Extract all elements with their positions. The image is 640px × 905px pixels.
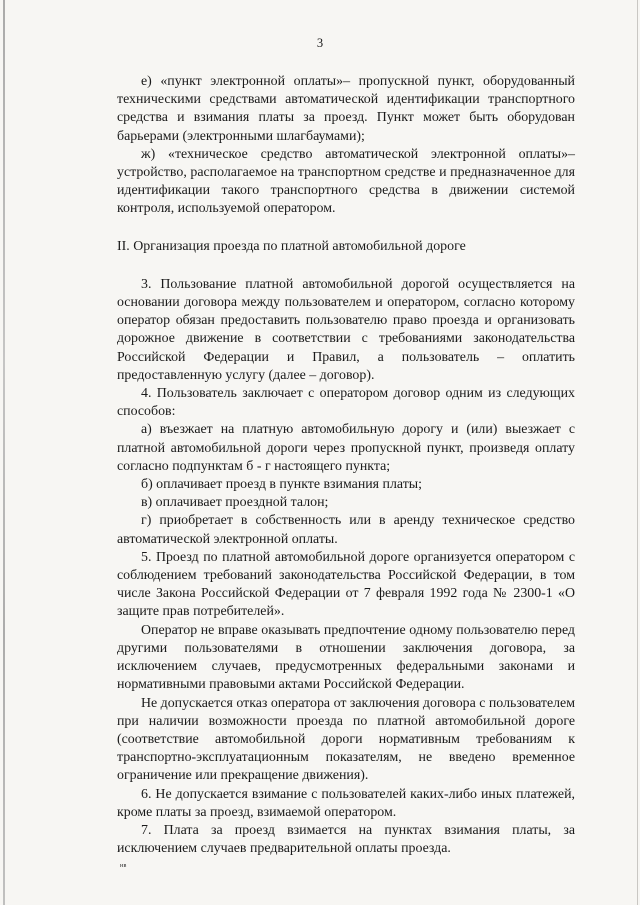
paragraph-4b: б) оплачивает проезд в пункте взимания платы;	[141, 477, 422, 493]
paragraph-zh: ж) «техническое средство автоматической электронной оплаты»– устройство, располагаемое на транспортном средстве и предназначенное для идентификации такого транспортного средства в движении системой контроля, используемой оператором.	[117, 146, 575, 217]
scan-edge-right	[637, 0, 638, 905]
paragraph-e: е) «пункт электронной оплаты»– пропускной пункт, оборудованный техническими средствами автоматической идентификации транспортного средства и взимания платы за проезд. Пункт может быть оборудован барьерами (электронными шлагбаумами);	[117, 74, 575, 144]
paragraph-7: 7. Плата за проезд взимается на пунктах взимания платы, за исключением случаев предварительной оплаты проезда.	[117, 822, 575, 857]
paragraph-4g: г) приобретает в собственность или в аренду техническое средство автоматической электронной оплаты.	[117, 513, 575, 547]
paragraph-4a: а) въезжает на платную автомобильную дорогу и (или) выезжает с платной автомобильной дороги через пропускной пункт, произведя оплату согласно подпунктам б - г настоящего пункта;	[117, 422, 575, 474]
document-body	[117, 73, 575, 858]
paragraph-4v: в) оплачивает проездной талон;	[141, 495, 329, 511]
paragraph-refusal: Не допускается отказ оператора от заключения договора с пользователем при наличии возможности проезда по платной автомобильной дороге (соответствие автомобильной дороги нормативным требованиям к транспортно-эксплуатационным показателям, не введено временное ограничение или прекращение движения).	[117, 695, 575, 784]
paragraph-operator: Оператор не вправе оказывать предпочтение одному пользователю перед другими пользователями в отношении заключения договора, за исключением случаев, предусмотренных федеральными законами и нормативными правовыми актами Российской Федерации.	[117, 622, 575, 693]
paragraph-4: 4. Пользователь заключает с оператором договор одним из следующих способов:	[117, 386, 575, 420]
page-number: 3	[316, 36, 324, 50]
paragraph-6: 6. Не допускается взимание с пользователей каких-либо иных платежей, кроме платы за проезд, взимаемой оператором.	[117, 786, 575, 820]
paragraph-3: 3. Пользование платной автомобильной дорогой осуществляется на основании договора между пользователем и оператором, согласно которому оператор обязан предоставить пользователю право проезда и организовать дорожное движение в соответствии с требованиями законодательства Российской Федерации и Правил, а пользователь – оплатить предоставленную услугу (далее – договор).	[117, 276, 575, 383]
scan-edge-left	[3, 0, 5, 905]
section-heading: II. Организация проезда по платной автомобильной дороге	[117, 238, 466, 254]
footer-initials: нв	[120, 863, 127, 869]
paragraph-5: 5. Проезд по платной автомобильной дороге организуется оператором с соблюдением требований законодательства Российской Федерации, в том числе Закона Российской Федерации от 7 февраля 1992 года № 2300-1 «О защите прав потребителей».	[117, 549, 575, 620]
